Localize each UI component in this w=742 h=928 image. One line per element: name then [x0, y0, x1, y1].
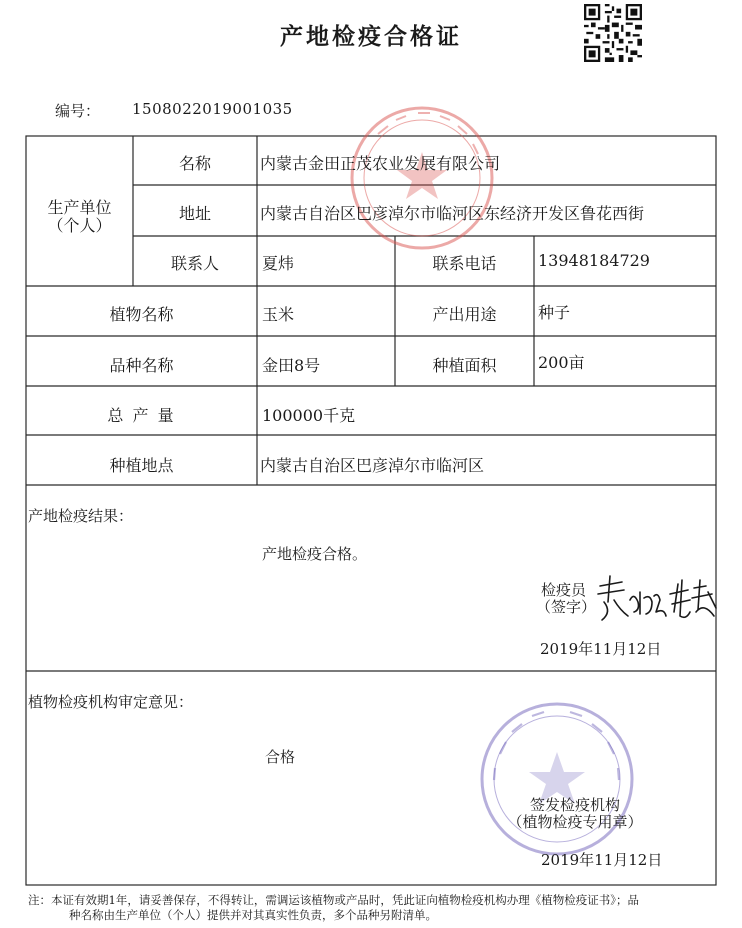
purpose-label: 产出用途	[432, 305, 497, 324]
address-value: 内蒙古自治区巴彦淖尔市临河区东经济开发区鲁花西街	[260, 204, 645, 223]
review-opinion-value: 合格	[265, 748, 296, 766]
address-label: 地址	[178, 204, 211, 223]
serial-number-value: 1508022019001035	[132, 100, 293, 118]
inspection-result-label: 产地检疫结果：	[28, 507, 134, 525]
producer-name-label: 名称	[178, 154, 211, 173]
purpose-value: 种子	[538, 303, 571, 322]
phone-value: 13948184729	[538, 251, 650, 270]
phone-label: 联系电话	[432, 254, 497, 273]
location-value: 内蒙古自治区巴彦淖尔市临河区	[260, 456, 485, 475]
issuer-label: 签发检疫机构	[529, 796, 620, 814]
producer-section-sublabel: （个人）	[47, 216, 112, 235]
inspection-result-value: 产地检疫合格。	[262, 545, 368, 563]
area-value: 200亩	[538, 353, 585, 372]
document-title: 产地检疫合格证	[280, 23, 462, 50]
inspector-label: 检疫员	[541, 581, 587, 599]
inspector-signature-label: （签字）	[536, 598, 597, 616]
contact-value: 夏炜	[262, 254, 295, 273]
review-date: 2019年11月12日	[541, 851, 663, 869]
footer-note-line1: 注：本证有效期1年，请妥善保存，不得转让，需调运该植物或产品时，凭此证向植物检疫机构办理《植物检疫证书》；品	[28, 893, 640, 907]
serial-number-label: 编号：	[55, 102, 101, 120]
producer-name-value: 内蒙古金田正茂农业发展有限公司	[260, 154, 501, 173]
review-opinion-label: 植物检疫机构审定意见：	[28, 693, 194, 711]
yield-label: 总 产 量	[107, 406, 176, 425]
variety-label: 品种名称	[109, 356, 174, 375]
footer-note-line2: 种名称由生产单位（个人）提供并对其真实性负责，多个品种另附清单。	[69, 908, 437, 922]
plant-name-value: 玉米	[262, 305, 295, 324]
location-label: 种植地点	[109, 456, 174, 475]
footer-note	[28, 893, 718, 923]
contact-label: 联系人	[170, 254, 219, 273]
area-label: 种植面积	[432, 356, 497, 375]
issuer-seal-label: （植物检疫专用章）	[507, 813, 643, 831]
purple-seal-stamp	[478, 700, 636, 858]
handwritten-signature	[594, 572, 724, 626]
inspection-date: 2019年11月12日	[540, 640, 662, 658]
plant-name-label: 植物名称	[109, 305, 174, 324]
variety-value: 金田8号	[262, 356, 321, 375]
producer-section-label: 生产单位	[47, 198, 112, 217]
yield-value: 100000千克	[262, 406, 356, 425]
red-seal-stamp	[348, 104, 496, 252]
